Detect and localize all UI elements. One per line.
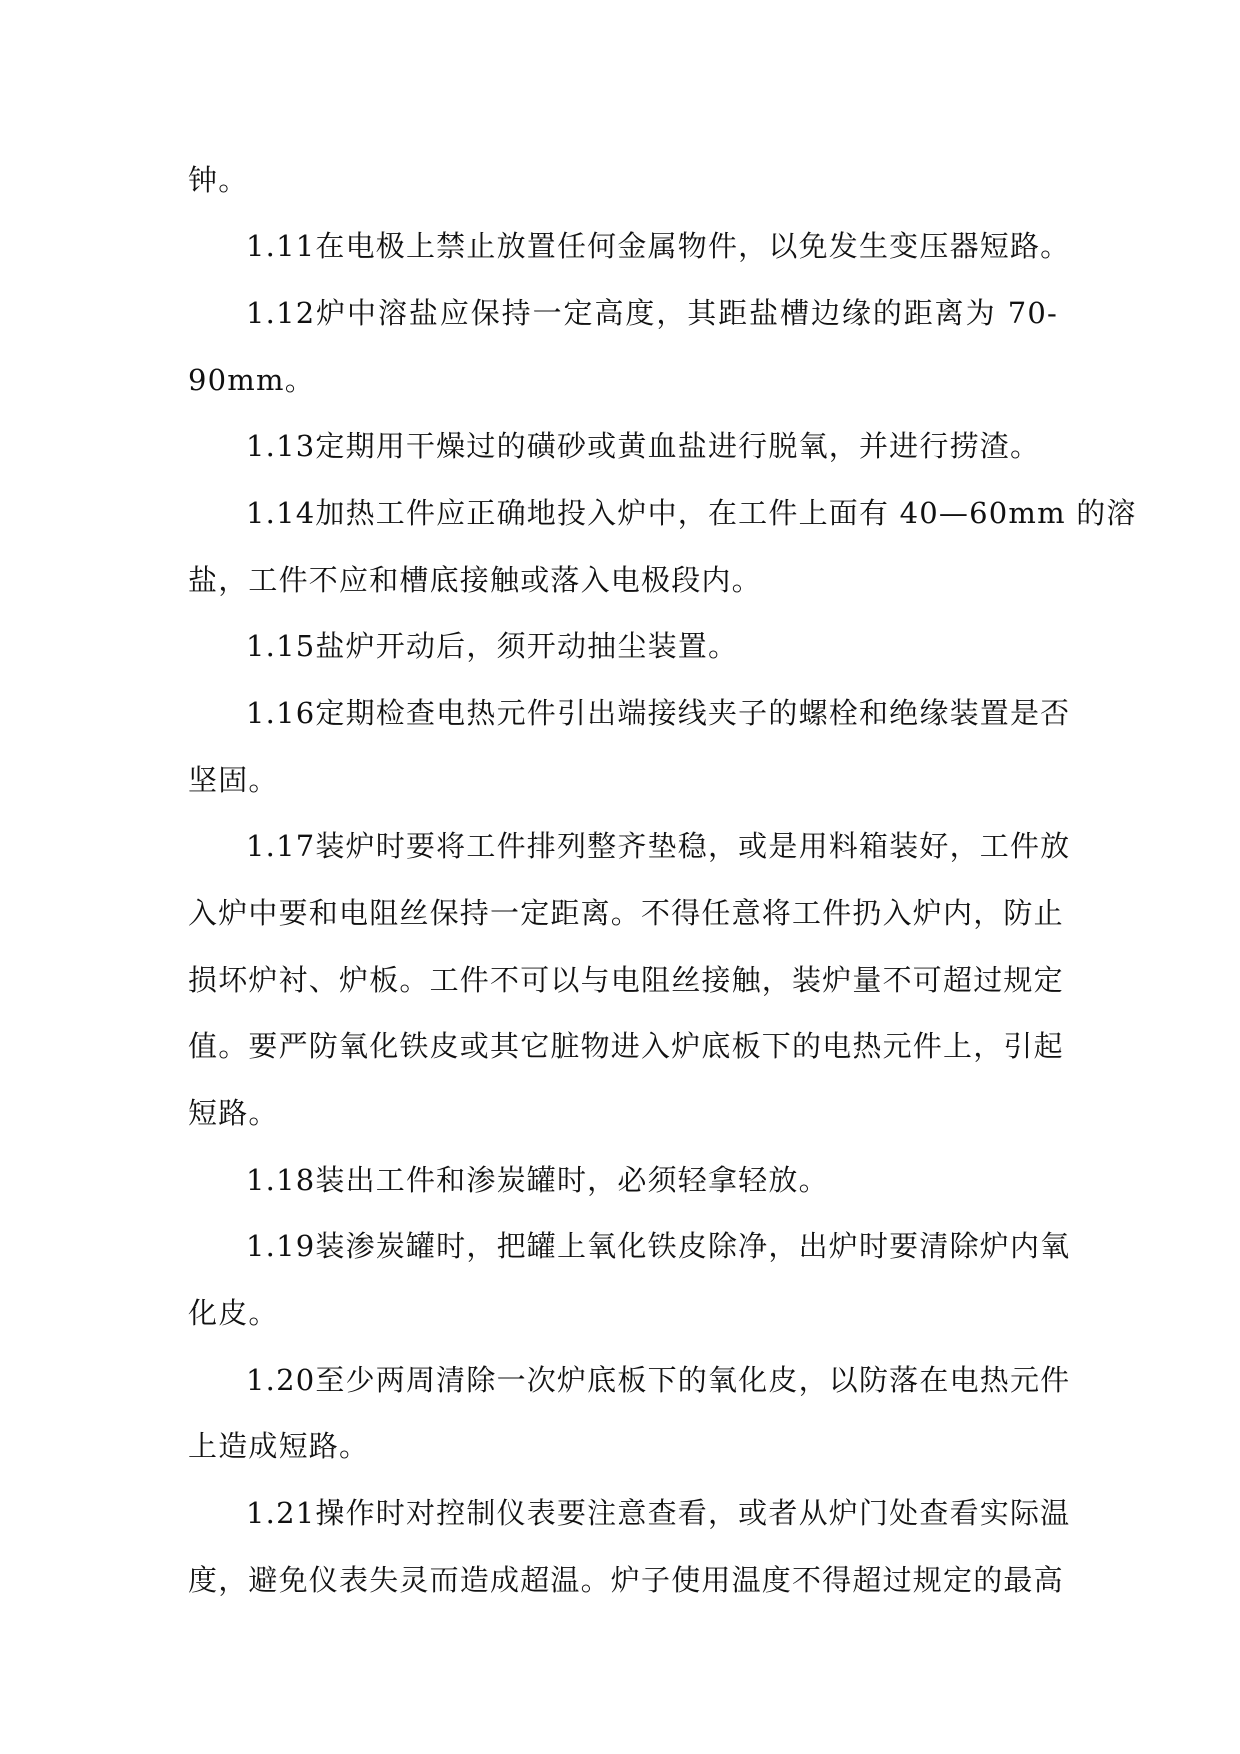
item-1-19-cont: 化皮。: [188, 1296, 279, 1330]
item-1-21-cont: 度，避免仪表失灵而造成超温。炉子使用温度不得超过规定的最高: [188, 1563, 1064, 1597]
line-continuation-1-10: 钟。: [188, 163, 249, 197]
item-1-20: 1.20至少两周清除一次炉底板下的氧化皮，以防落在电热元件: [246, 1363, 1071, 1397]
item-1-17-cont-2: 损坏炉衬、炉板。工件不可以与电阻丝接触，装炉量不可超过规定: [188, 963, 1064, 997]
item-1-17-cont-4: 短路。: [188, 1096, 279, 1130]
item-1-13: 1.13定期用干燥过的磺砂或黄血盐进行脱氧，并进行捞渣。: [246, 429, 1041, 463]
item-1-12-cont: 90mm。: [188, 363, 315, 397]
item-1-15: 1.15盐炉开动后，须开动抽尘装置。: [246, 629, 739, 663]
item-1-12: 1.12炉中溶盐应保持一定高度，其距盐槽边缘的距离为 70-: [246, 296, 1058, 330]
item-1-17-cont-1: 入炉中要和电阻丝保持一定距离。不得任意将工件扔入炉内，防止: [188, 896, 1064, 930]
item-1-14: 1.14加热工件应正确地投入炉中，在工件上面有 40—60mm 的溶: [246, 496, 1137, 530]
item-1-16-cont: 坚固。: [188, 763, 279, 797]
item-1-17-cont-3: 值。要严防氧化铁皮或其它脏物进入炉底板下的电热元件上，引起: [188, 1029, 1064, 1063]
item-1-21: 1.21操作时对控制仪表要注意查看，或者从炉门处查看实际温: [246, 1496, 1071, 1530]
item-1-14-cont: 盐，工件不应和槽底接触或落入电极段内。: [188, 563, 762, 597]
item-1-16: 1.16定期检查电热元件引出端接线夹子的螺栓和绝缘装置是否: [246, 696, 1071, 730]
item-1-19: 1.19装渗炭罐时，把罐上氧化铁皮除净，出炉时要清除炉内氧: [246, 1229, 1071, 1263]
item-1-11: 1.11在电极上禁止放置任何金属物件，以免发生变压器短路。: [246, 229, 1071, 263]
item-1-17: 1.17装炉时要将工件排列整齐垫稳，或是用料箱装好，工件放: [246, 829, 1071, 863]
item-1-18: 1.18装出工件和渗炭罐时，必须轻拿轻放。: [246, 1163, 829, 1197]
item-1-20-cont: 上造成短路。: [188, 1429, 370, 1463]
